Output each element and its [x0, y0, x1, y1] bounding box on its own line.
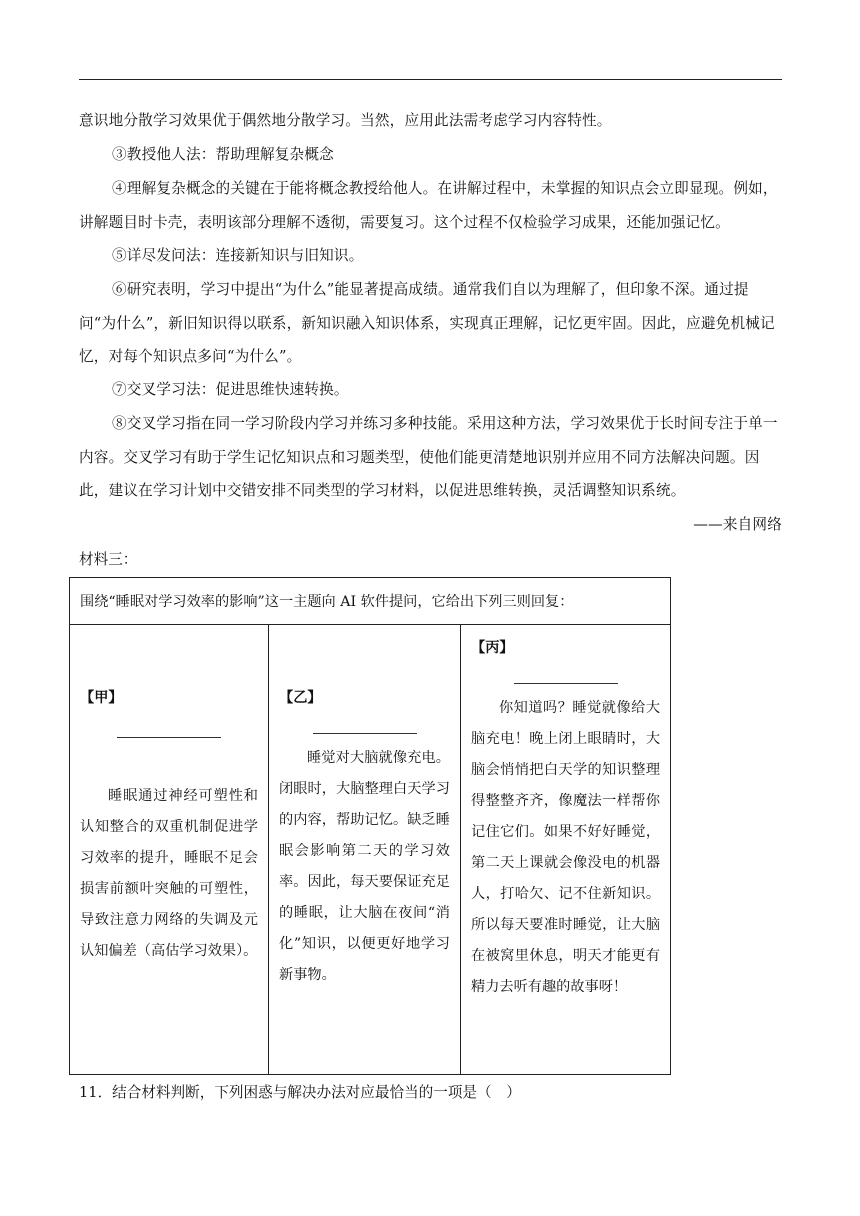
method-7-heading: ⑦交叉学习法：促进思维快速转换。 [112, 381, 349, 398]
reply-bing-text: 你知道吗？睡觉就像给大脑充电！晚上闭上眼睛时，大脑会悄悄把白天学的知识整理得整整齐齐，像魔法一样帮你记住它们。如果不好好睡觉，第二天上课就会像没电的机器人，打哈欠、记不住新知识。所以每天要准时睡觉，让大脑在被窝里休息，明天才能更有精力去听有趣的故事呀！ [471, 700, 661, 995]
reply-yi-text: 睡觉对大脑就像充电。闭眼时，大脑整理白天学习的内容，帮助记忆。缺乏睡眠会影响第二天的学习效率。因此，每天要保证充足的睡眠，让大脑在夜间“消化”知识，以便更好地学习新事物。 [279, 750, 450, 983]
method-3-body: ④理解复杂概念的关键在于能将概念教授给他人。在讲解过程中，未掌握的知识点会立即显现。例如，讲解题目时卡壳，表明该部分理解不透彻，需要复习。这个过程不仅检验学习成果，还能加强记忆。 [79, 180, 778, 231]
answer-blank [117, 737, 221, 738]
method-5-body: ⑥研究表明，学习中提出“为什么”能显著提高成绩。通常我们自以为理解了，但印象不深。通过提问“为什么”，新旧知识得以联系，新知识融入知识体系，实现真正理解，记忆更牢固。因此，应避免机械记忆，对每个知识点多问“为什么”。 [79, 281, 775, 365]
reply-yi-cell [269, 625, 461, 1075]
method-5-heading: ⑤详尽发问法：连接新知识与旧知识。 [112, 247, 364, 264]
reply-jia-label: 【甲】 [80, 690, 123, 706]
header-rule [79, 79, 782, 80]
question-11: 11．结合材料判断，下列困惑与解决办法对应最恰当的一项是（ ） [79, 1084, 521, 1101]
reply-jia-text: 睡眠通过神经可塑性和认知整合的双重机制促进学习效率的提升，睡眠不足会损害前额叶突触的可塑性，导致注意力网络的失调及元认知偏差（高估学习效果）。 [80, 788, 258, 959]
method-7-body: ⑧交叉学习指在同一学习阶段内学习并练习多种技能。采用这种方法，学习效果优于长时间专注于单一内容。交叉学习有助于学生记忆知识点和习题类型，使他们能更清楚地识别并应用不同方法解决问题。因此，建议在学习计划中交错安排不同类型的学习材料，以促进思维转换，灵活调整知识系统。 [79, 415, 778, 499]
table-intro: 围绕“睡眠对学习效率的影响”这一主题向 AI 软件提问，它给出下列三则回复： [70, 578, 671, 625]
reply-bing-cell [461, 625, 671, 1075]
method-3-heading: ③教授他人法：帮助理解复杂概念 [112, 146, 334, 163]
source-note: ——来自网络 [693, 516, 782, 533]
answer-blank [514, 683, 618, 684]
paragraph-continuation: 意识地分散学习效果优于偶然地分散学习。当然，应用此法需考虑学习内容特性。 [79, 112, 612, 129]
reply-yi-label: 【乙】 [279, 690, 322, 706]
reply-jia-cell [70, 625, 269, 1075]
material-3-label: 材料三： [79, 551, 138, 568]
reply-bing-label: 【丙】 [471, 640, 514, 656]
ai-replies-table [69, 577, 671, 1075]
answer-blank [313, 733, 417, 734]
